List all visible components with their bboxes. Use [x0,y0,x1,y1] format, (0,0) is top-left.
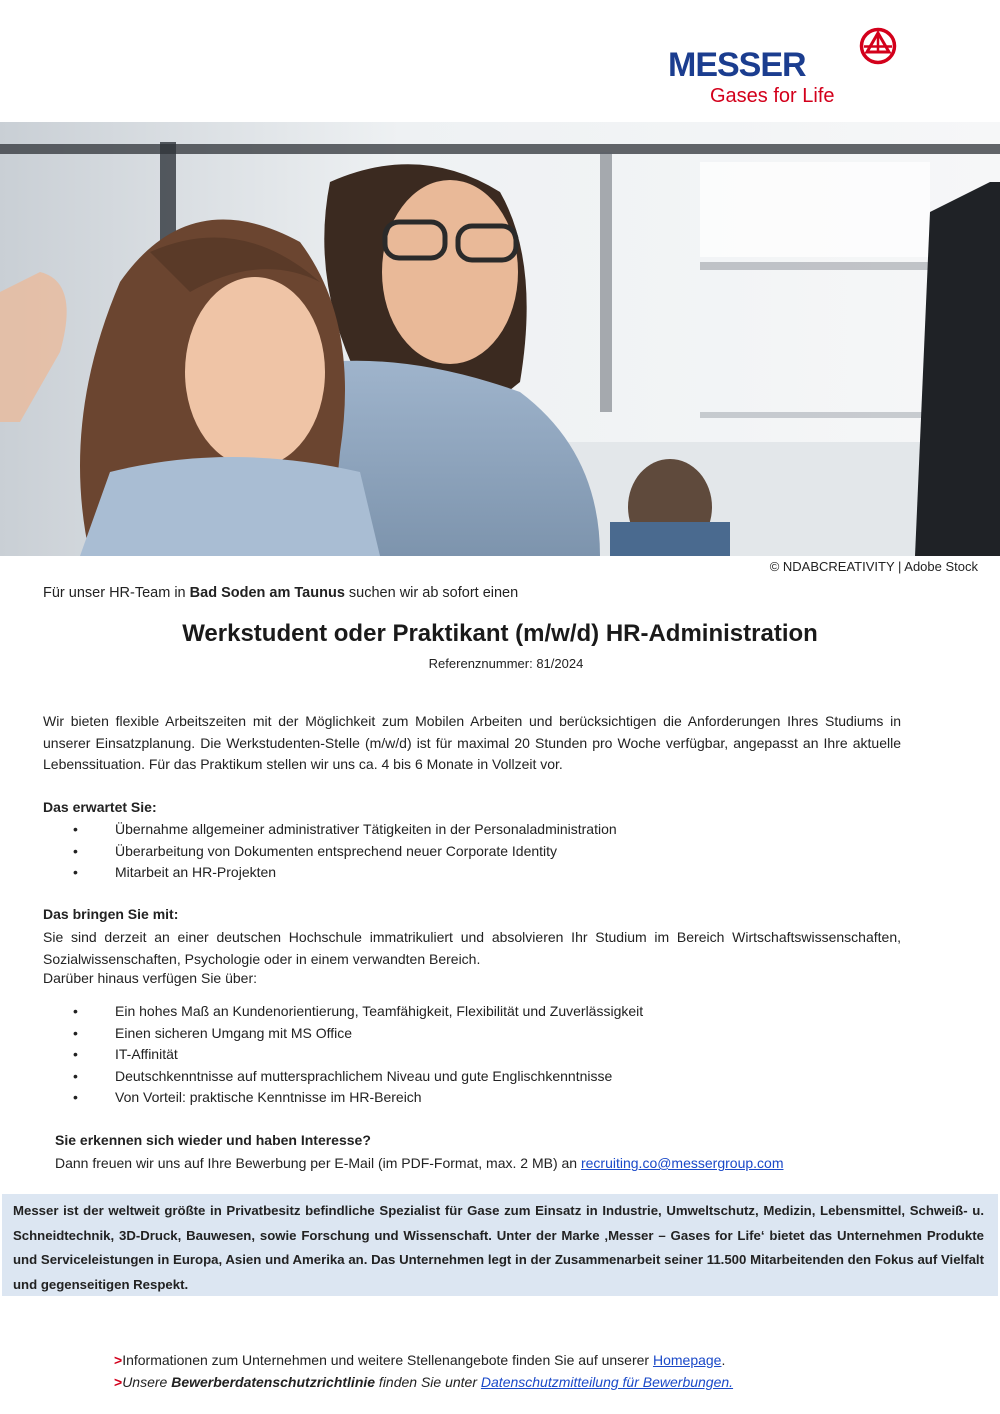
footer-period: . [721,1352,726,1368]
messer-emblem-icon [858,26,898,66]
intro-location: Bad Soden am Taunus [189,585,345,601]
requirements-heading: Das bringen Sie mit: [43,906,179,922]
messer-logo [668,26,908,108]
list-item: • Mitarbeit an HR-Projekten [43,862,617,884]
company-info-box [2,1194,998,1296]
logo-wordmark: MESSER [668,46,806,84]
footer-line-homepage [114,1352,725,1368]
hero-photo [0,122,1000,556]
offer-paragraph: Wir bieten flexible Arbeitszeiten mit der Möglichkeit zum Mobilen Arbeiten und berücksichtigen die Anforderungen Ihres Studiums in unserer Einsatzplanung. Die Werkstudenten-Stelle (m/w/d) ist für maximal 20 Stunden pro Woche verfügbar, angepasst an Ihre aktuelle Lebenssituation. Für das Praktikum stellen wir uns ca. 4 bis 6 Monate in Vollzeit vor. [43,713,901,772]
footer-text: Informationen zum Unternehmen und weitere Stellenangebote finden Sie auf unserer [122,1352,653,1368]
email-link[interactable]: recruiting.co@messergroup.com [580,1155,784,1171]
homepage-link[interactable]: Homepage [652,1352,722,1368]
list-item: • Übernahme allgemeiner administrativer Tätigkeiten in der Personaladministration [43,819,617,841]
list-item: • Überarbeitung von Dokumenten entsprechend neuer Corporate Identity [43,841,617,863]
requirements-paragraph: Sie sind derzeit an einer deutschen Hochschule immatrikuliert und absolvieren Ihr Studium im Bereich Wirtschaftswissenschaften, Sozialwissenschaften, Psychologie oder in einem verwandten Bereich. [43,929,901,967]
list-item: • Ein hohes Maß an Kundenorientierung, Teamfähigkeit, Flexibilität und Zuverlässigkeit [43,1001,643,1023]
contact-line [55,1155,783,1171]
logo-tagline: Gases for Life [710,85,835,107]
footer-marker: > [114,1374,123,1390]
reference-number: Referenznummer: 81/2024 [428,656,584,671]
requirements-lead: Darüber hinaus verfügen Sie über: [43,970,258,986]
footer-line-privacy [114,1374,733,1390]
list-item: • Von Vorteil: praktische Kenntnisse im HR-Bereich [43,1087,643,1109]
contact-text: Dann freuen wir uns auf Ihre Bewerbung per E-Mail (im PDF-Format, max. 2 MB) an [55,1155,581,1171]
company-description: Messer ist der weltweit größte in Privatbesitz befindliche Spezialist für Gase zum Einsatz in Industrie, Umweltschutz, Medizin, Lebensmittel, Schweiß- u. Schneidtechnik, 3D-Druck, Bauwesen, sowie Forschung und Wissenschaft. Unter der Marke ‚Messer – Gases for Life‘ bietet das Unternehmen Produkte und Serviceleistungen in Europa, Asien und Amerika an. Das Unternehmen legt in der Zusammenarbeit seiner 11.500 Mitarbeitenden den Fokus auf Vielfalt und gegenseitigen Respekt. [13,1203,984,1292]
intro-before: Für unser HR-Team in [43,585,190,601]
footer-privacy-mid: finden Sie unter [375,1374,481,1390]
expectations-list [43,819,617,884]
intro-after: suchen wir ab sofort einen [344,585,519,601]
footer-privacy-pre: Unsere [122,1374,172,1390]
footer-marker: > [114,1352,123,1368]
requirements-list [43,1001,643,1109]
footer-privacy-policy: Bewerberdatenschutzrichtlinie [171,1374,376,1390]
intro-line [43,585,518,601]
list-item: • IT-Affinität [43,1044,643,1066]
list-item: • Deutschkenntnisse auf muttersprachlichem Niveau und gute Englischkenntnisse [43,1066,643,1088]
privacy-notice-link[interactable]: Datenschutzmitteilung für Bewerbungen. [480,1374,734,1390]
expectations-heading: Das erwartet Sie: [43,799,157,815]
contact-heading: Sie erkennen sich wieder und haben Interesse? [55,1132,371,1148]
job-title: Werkstudent oder Praktikant (m/w/d) HR-Administration [182,620,818,647]
list-item: • Einen sicheren Umgang mit MS Office [43,1023,643,1045]
photo-credit: © NDABCREATIVITY | Adobe Stock [769,559,978,574]
